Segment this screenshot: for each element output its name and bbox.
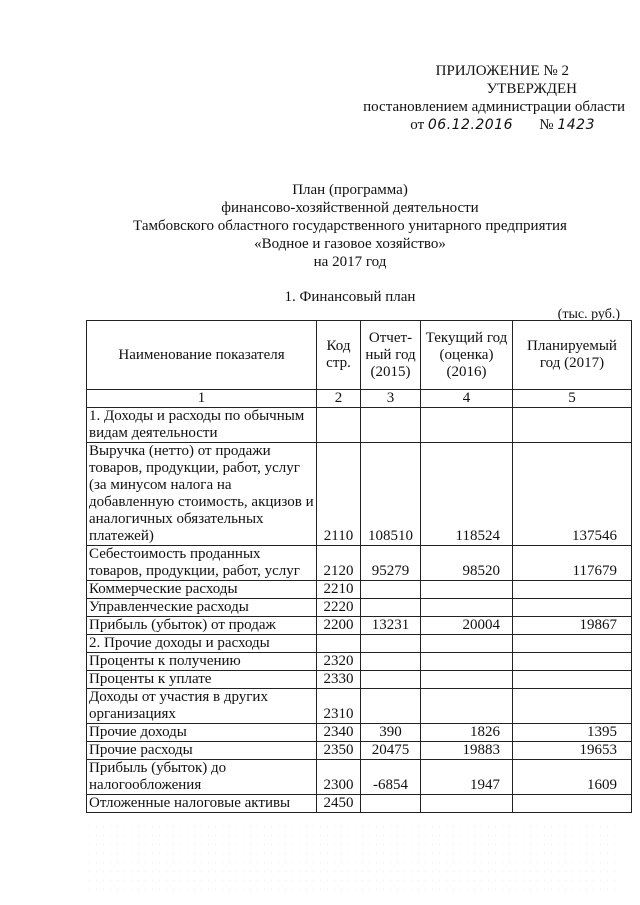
cell-y2016 [421,653,513,671]
cell-y2017 [513,671,632,689]
handwritten-date: 06.12.2016 [427,117,514,133]
cell-y2016 [421,795,513,813]
header-name: Наименование показателя [87,321,317,390]
table-row [87,689,632,724]
cell-y2015: 390 [361,724,421,742]
cell-y2016 [421,408,513,443]
column-number: 2 [317,390,361,408]
cell-y2016: 118524 [421,443,513,546]
number-prefix: № [539,117,554,133]
cell-y2016: 1947 [421,760,513,795]
cell-code: 2310 [317,689,361,724]
cell-name: Прибыль (убыток) до налогообложения [87,760,317,795]
cell-code: 2120 [317,546,361,581]
cell-name: Себестоимость проданных товаров, продукции, работ, услуг [87,546,317,581]
cell-y2017: 1609 [513,760,632,795]
header-code: Код стр. [317,321,361,390]
cell-code: 2300 [317,760,361,795]
cell-y2017: 19867 [513,617,632,635]
appendix-label: ПРИЛОЖЕНИЕ № 2 [435,63,569,79]
cell-name: Отложенные налоговые активы [87,795,317,813]
column-number-row [87,390,632,408]
document-title [100,181,600,271]
cell-name: Доходы от участия в других организациях [87,689,317,724]
cell-code: 2330 [317,671,361,689]
cell-name: 1. Доходы и расходы по обычным видам деятельности [87,408,317,443]
cell-y2015: 108510 [361,443,421,546]
column-number: 3 [361,390,421,408]
header-2015: Отчет-ный год (2015) [361,321,421,390]
table-row [87,635,632,653]
cell-y2015 [361,689,421,724]
table-row [87,617,632,635]
table-row [87,653,632,671]
table-row [87,581,632,599]
cell-y2015: 13231 [361,617,421,635]
cell-y2016 [421,581,513,599]
cell-name: Проценты к получению [87,653,317,671]
column-number: 5 [513,390,632,408]
approved-label: УТВЕРЖДЕН [486,81,577,97]
cell-code [317,408,361,443]
approved-by-label: постановлением администрации области [363,99,625,115]
table-row [87,546,632,581]
table-row [87,408,632,443]
financial-plan-table [86,320,632,813]
cell-y2015: 20475 [361,742,421,760]
cell-name: Прочие расходы [87,742,317,760]
table-header-row [87,321,632,390]
cell-y2016: 20004 [421,617,513,635]
cell-y2015: -6854 [361,760,421,795]
cell-y2016: 98520 [421,546,513,581]
header-2017: Планируемый год (2017) [513,321,632,390]
cell-y2016: 1826 [421,724,513,742]
cell-y2015: 95279 [361,546,421,581]
header-2016: Текущий год (оценка) (2016) [421,321,513,390]
title-line-5: на 2017 год [313,254,387,270]
cell-code: 2350 [317,742,361,760]
cell-y2017 [513,599,632,617]
cell-y2017 [513,581,632,599]
table-row [87,724,632,742]
units-label: (тыс. руб.) [557,307,620,322]
cell-y2017 [513,689,632,724]
cell-y2015 [361,635,421,653]
cell-y2015 [361,795,421,813]
table-row [87,760,632,795]
title-line-2: финансово-хозяйственной деятельности [221,200,479,216]
cell-code: 2340 [317,724,361,742]
title-line-4: «Водное и газовое хозяйство» [254,236,446,252]
cell-code [317,635,361,653]
approval-date-line [340,116,625,134]
cell-code: 2110 [317,443,361,546]
cell-code: 2450 [317,795,361,813]
table-row [87,599,632,617]
cell-name: Прибыль (убыток) от продаж [87,617,317,635]
column-number: 4 [421,390,513,408]
table-row [87,795,632,813]
cell-y2015 [361,581,421,599]
cell-y2017: 137546 [513,443,632,546]
handwritten-number: 1423 [557,117,595,133]
cell-name: Прочие доходы [87,724,317,742]
cell-y2017: 117679 [513,546,632,581]
cell-y2016 [421,635,513,653]
cell-y2017: 1395 [513,724,632,742]
cell-code: 2220 [317,599,361,617]
cell-code: 2320 [317,653,361,671]
cell-y2015 [361,671,421,689]
section-title: 1. Финансовый план [284,289,416,305]
cell-y2017 [513,795,632,813]
cell-y2016 [421,599,513,617]
cell-code: 2200 [317,617,361,635]
title-line-3: Тамбовского областного государственного унитарного предприятия [133,218,567,234]
approval-block [340,62,625,134]
cell-y2016 [421,671,513,689]
cell-y2017 [513,653,632,671]
table-row [87,443,632,546]
table-row [87,671,632,689]
title-line-1: План (программа) [292,182,408,198]
cell-y2015 [361,599,421,617]
cell-y2017 [513,635,632,653]
cell-y2016 [421,689,513,724]
cell-name: Выручка (нетто) от продажи товаров, продукции, работ, услуг (за минусом налога на добавленную стоимость, акцизов и аналогичных обязательных платежей) [87,443,317,546]
cell-y2016: 19883 [421,742,513,760]
table-row [87,742,632,760]
cell-name: Коммерческие расходы [87,581,317,599]
table-body [87,408,632,813]
cell-code: 2210 [317,581,361,599]
scan-noise [86,822,616,892]
cell-y2015 [361,653,421,671]
cell-y2017: 19653 [513,742,632,760]
cell-name: Проценты к уплате [87,671,317,689]
date-prefix: от [410,117,425,133]
cell-y2017 [513,408,632,443]
cell-name: 2. Прочие доходы и расходы [87,635,317,653]
cell-name: Управленческие расходы [87,599,317,617]
cell-y2015 [361,408,421,443]
column-number: 1 [87,390,317,408]
